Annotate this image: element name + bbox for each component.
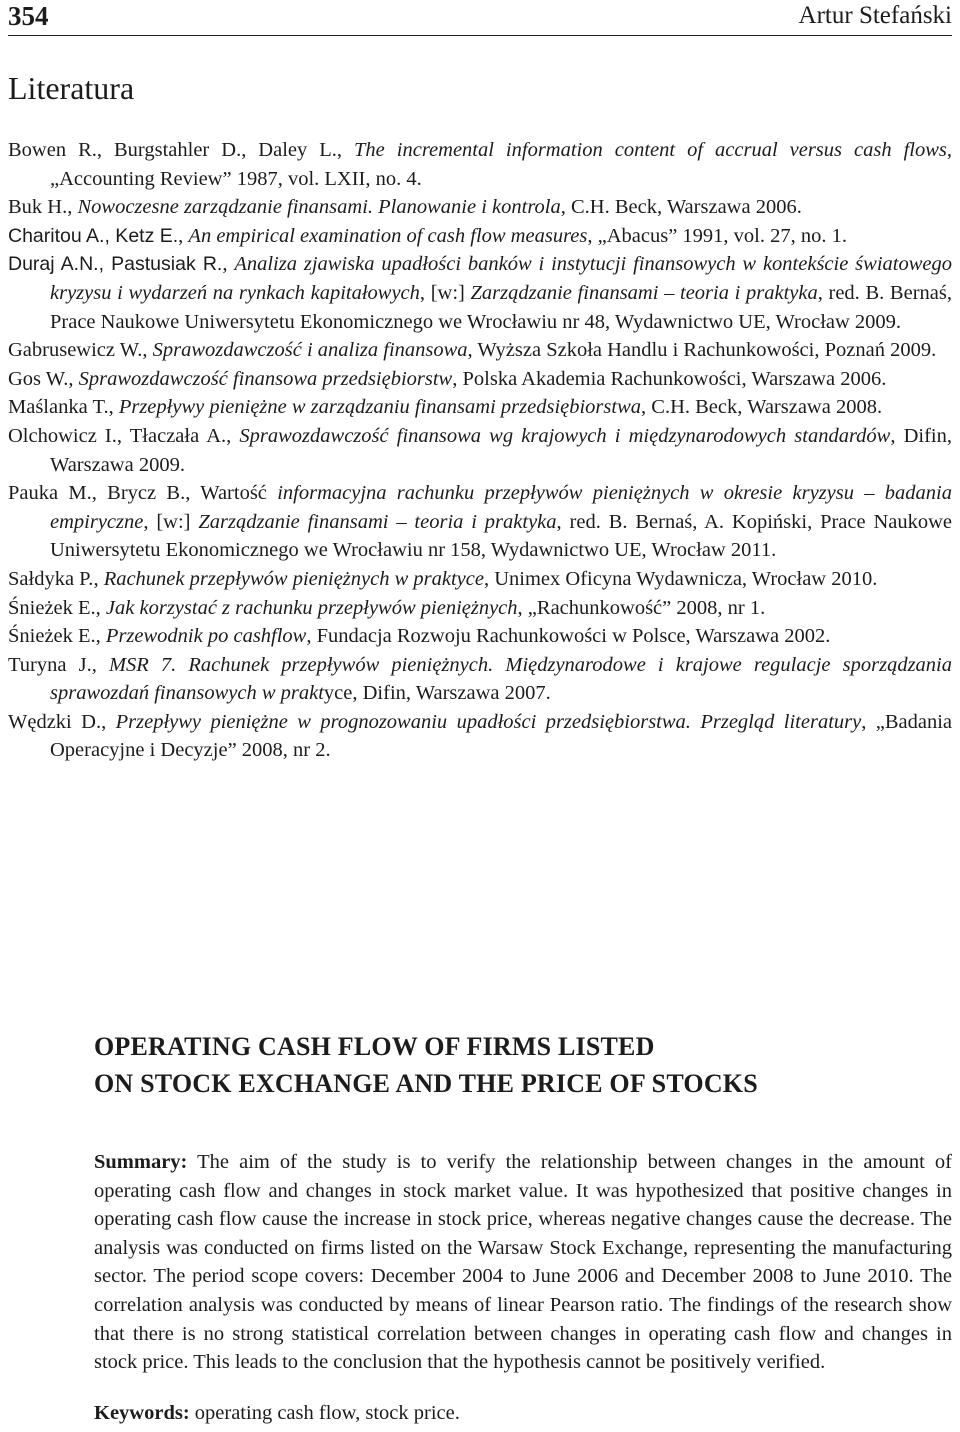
reference-details: , „Abacus” 1991, vol. 27, no. 1. (587, 224, 847, 247)
reference-title: Nowoczesne zarządzanie finansami. Planowanie i kontrola (77, 196, 561, 219)
page-number: 354 (8, 1, 49, 31)
reference-title: Przepływy pieniężne w prognozowaniu upadłości przedsiębiorstwa. Przegląd literatury (115, 710, 862, 733)
reference-item: Bowen R., Burgstahler D., Daley L., The incremental information content of accrual versus cash flows, „Accounting Review” 1987, vol. LXII, no. 4. (8, 139, 952, 190)
reference-list (8, 136, 952, 765)
section-title: Literatura (8, 70, 135, 106)
reference-item: Olchowicz I., Tłaczała A., Sprawozdawczość finansowa wg krajowych i międzynarodowych standardów, Difin, Warszawa 2009. (8, 424, 953, 476)
english-summary-section (94, 1028, 952, 1427)
reference-title: Sprawozdawczość i analiza finansowa (152, 339, 468, 362)
reference-volume-title: Zarządzanie finansami – teoria i praktyka (470, 281, 818, 304)
reference-item: Gos W., Sprawozdawczość finansowa przedsiębiorstw, Polska Akademia Rachunkowości, Warszawa 2006. (8, 367, 887, 390)
reference-details: , C.H. Beck, Warszawa 2006. (560, 196, 802, 219)
reference-author: Śnieżek E. (8, 625, 96, 648)
reference-author: Gabrusewicz W. (8, 339, 143, 362)
keywords-text: operating cash flow, stock price. (194, 1401, 460, 1424)
reference-item: Gabrusewicz W., Sprawozdawczość i analiza finansowa, Wyższa Szkoła Handlu i Rachunkowości, Poznań 2009. (8, 339, 937, 362)
reference-item: Turyna J., MSR 7. Rachunek przepływów pieniężnych. Międzynarodowe i krajowe regulacje sporządzania sprawozdań finansowych w praktyce, Difin, Warszawa 2007. (8, 653, 952, 705)
reference-item: Buk H., Nowoczesne zarządzanie finansami. Planowanie i kontrola, C.H. Beck, Warszawa 2006. (8, 196, 802, 219)
reference-item: Sałdyka P., Rachunek przepływów pieniężnych w praktyce, Unimex Oficyna Wydawnicza, Wrocław 2010. (8, 567, 878, 590)
reference-details: yce, Difin, Warszawa 2007. (323, 682, 551, 705)
reference-author: Gos W. (8, 367, 69, 390)
reference-details: , red. B. Bernaś, A. Kopiński, Prace Naukowe Uniwersytetu Ekonomicznego we Wrocławiu nr 158, Wydawnictwo UE, Wrocław 2011. (50, 510, 953, 562)
reference-details: , C.H. Beck, Warszawa 2008. (641, 396, 883, 419)
reference-title: Przepływy pieniężne w zarządzaniu finansami przedsiębiorstwa (118, 396, 642, 419)
reference-author: Buk H. (8, 196, 68, 219)
english-title-line-1: OPERATING CASH FLOW OF FIRMS LISTED (94, 1032, 655, 1061)
reference-details: , red. B. Bernaś, Prace Naukowe Uniwersytetu Ekonomicznego we Wrocławiu nr 48, Wydawnictwo UE, Wrocław 2009. (50, 281, 952, 333)
reference-item: Charitou A., Ketz E., An empirical examination of cash flow measures, „Abacus” 1991, vol. 27, no. 1. (8, 224, 847, 247)
reference-details: , Polska Akademia Rachunkowości, Warszawa 2006. (452, 367, 887, 390)
reference-item: Śnieżek E., Jak korzystać z rachunku przepływów pieniężnych, „Rachunkowość” 2008, nr 1. (8, 596, 766, 619)
reference-author: Olchowicz I., Tłaczała A. (8, 424, 227, 447)
reference-title: informacyjna rachunku przepływów pieniężnych w okresie kryzysu – badania empiryczne (50, 482, 952, 533)
reference-details: , Fundacja Rozwoju Rachunkowości w Polsce, Warszawa 2002. (306, 625, 831, 648)
reference-item: Wędzki D., Przepływy pieniężne w prognozowaniu upadłości przedsiębiorstwa. Przegląd literatury, „Badania Operacyjne i Decyzje” 2008, nr 2. (8, 710, 953, 762)
reference-author: Charitou A., Ketz E. (8, 224, 179, 247)
reference-item: Pauka M., Brycz B., Wartość informacyjna rachunku przepływów pieniężnych w okresie kryzysu – badania empiryczne, [w:] Zarządzanie finansami – teoria i praktyka, red. B. Bernaś, A. Kopiński, Prace Naukowe Uniwersytetu Ekonomicznego we Wrocławiu nr 158, Wydawnictwo UE, Wrocław 2011. (8, 482, 953, 562)
reference-title: Sprawozdawczość finansowa przedsiębiorstw (78, 367, 453, 390)
reference-author: Wędzki D. (8, 710, 102, 733)
reference-author: Maślanka T. (8, 396, 109, 419)
reference-item: Śnieżek E., Przewodnik po cashflow, Fundacja Rozwoju Rachunkowości w Polsce, Warszawa 2002. (8, 625, 831, 648)
reference-details: , Unimex Oficyna Wydawnicza, Wrocław 2010. (483, 567, 878, 590)
reference-title: An empirical examination of cash flow measures (188, 224, 588, 247)
reference-author: Turyna J. (8, 653, 92, 676)
summary-paragraph (94, 1148, 952, 1377)
reference-author: Bowen R., Burgstahler D., Daley L. (8, 139, 337, 161)
reference-title: Rachunek przepływów pieniężnych w praktyce (103, 567, 484, 590)
reference-title: Analiza zjawiska upadłości banków i instytucji finansowych w kontekście światowego kryzysu i wydarzeń na rynkach kapitałowych (50, 253, 952, 304)
reference-volume-title: Zarządzanie finansami – teoria i praktyka (198, 510, 557, 533)
reference-author: Pauka M., Brycz B. (8, 482, 186, 505)
header-rule (8, 35, 952, 36)
keywords-label: Keywords: (94, 1401, 190, 1424)
reference-item: Duraj A.N., Pastusiak R., Analiza zjawiska upadłości banków i instytucji finansowych w kontekście światowego kryzysu i wydarzeń na rynkach kapitałowych, [w:] Zarządzanie finansami – teoria i praktyka, red. B. Bernaś, Prace Naukowe Uniwersytetu Ekonomicznego we Wrocławiu nr 48, Wydawnictwo UE, Wrocław 2009. (8, 253, 952, 333)
reference-title: Przewodnik po cashflow (105, 625, 307, 648)
reference-title: The incremental information content of accrual versus cash flows (354, 139, 947, 161)
reference-item: Maślanka T., Przepływy pieniężne w zarządzaniu finansami przedsiębiorstwa, C.H. Beck, Warszawa 2008. (8, 396, 883, 419)
summary-text: The aim of the study is to verify the relationship between changes in the amount of operating cash flow and changes in stock market value. It was hypothesized that positive changes in operating cash flow cause the increase in stock price, whereas negative changes cause the decrease. The analysis was conducted on firms listed on the Warsaw Stock Exchange, representing the manufacturing sector. The period scope covers: December 2004 to June 2006 and December 2008 to June 2010. The correlation analysis was conducted by means of linear Pearson ratio. The findings of the research show that there is no strong statistical correlation between changes in operating cash flow and changes in stock price. This leads to the conclusion that the hypothesis cannot be positively verified. (94, 1151, 952, 1374)
reference-author: Śnieżek E. (8, 596, 96, 619)
reference-author: Duraj A.N., Pastusiak R. (8, 253, 223, 276)
reference-details: , Difin, Warszawa 2009. (50, 424, 953, 476)
reference-details: , Wyższa Szkoła Handlu i Rachunkowości, Poznań 2009. (467, 339, 937, 362)
running-header-author: Artur Stefański (798, 2, 952, 29)
reference-title: Jak korzystać z rachunku przepływów pieniężnych (105, 596, 518, 619)
keywords-line (94, 1399, 952, 1428)
summary-label: Summary: (94, 1151, 188, 1173)
reference-author: Sałdyka P. (8, 567, 94, 590)
english-title-line-2: ON STOCK EXCHANGE AND THE PRICE OF STOCKS (94, 1069, 758, 1098)
reference-details: , „Accounting Review” 1987, vol. LXII, no. 4. (50, 139, 952, 190)
reference-title: Sprawozdawczość finansowa wg krajowych i międzynarodowych standardów (239, 424, 891, 447)
reference-details: , „Rachunkowość” 2008, nr 1. (517, 596, 766, 619)
english-title (94, 1028, 952, 1102)
reference-title: MSR 7. Rachunek przepływów pieniężnych. Międzynarodowe i krajowe regulacje sporządzania sprawozdań finansowych w prakt (50, 653, 952, 705)
reference-details: , „Badania Operacyjne i Decyzje” 2008, nr 2. (50, 710, 953, 762)
running-header (8, 0, 952, 36)
